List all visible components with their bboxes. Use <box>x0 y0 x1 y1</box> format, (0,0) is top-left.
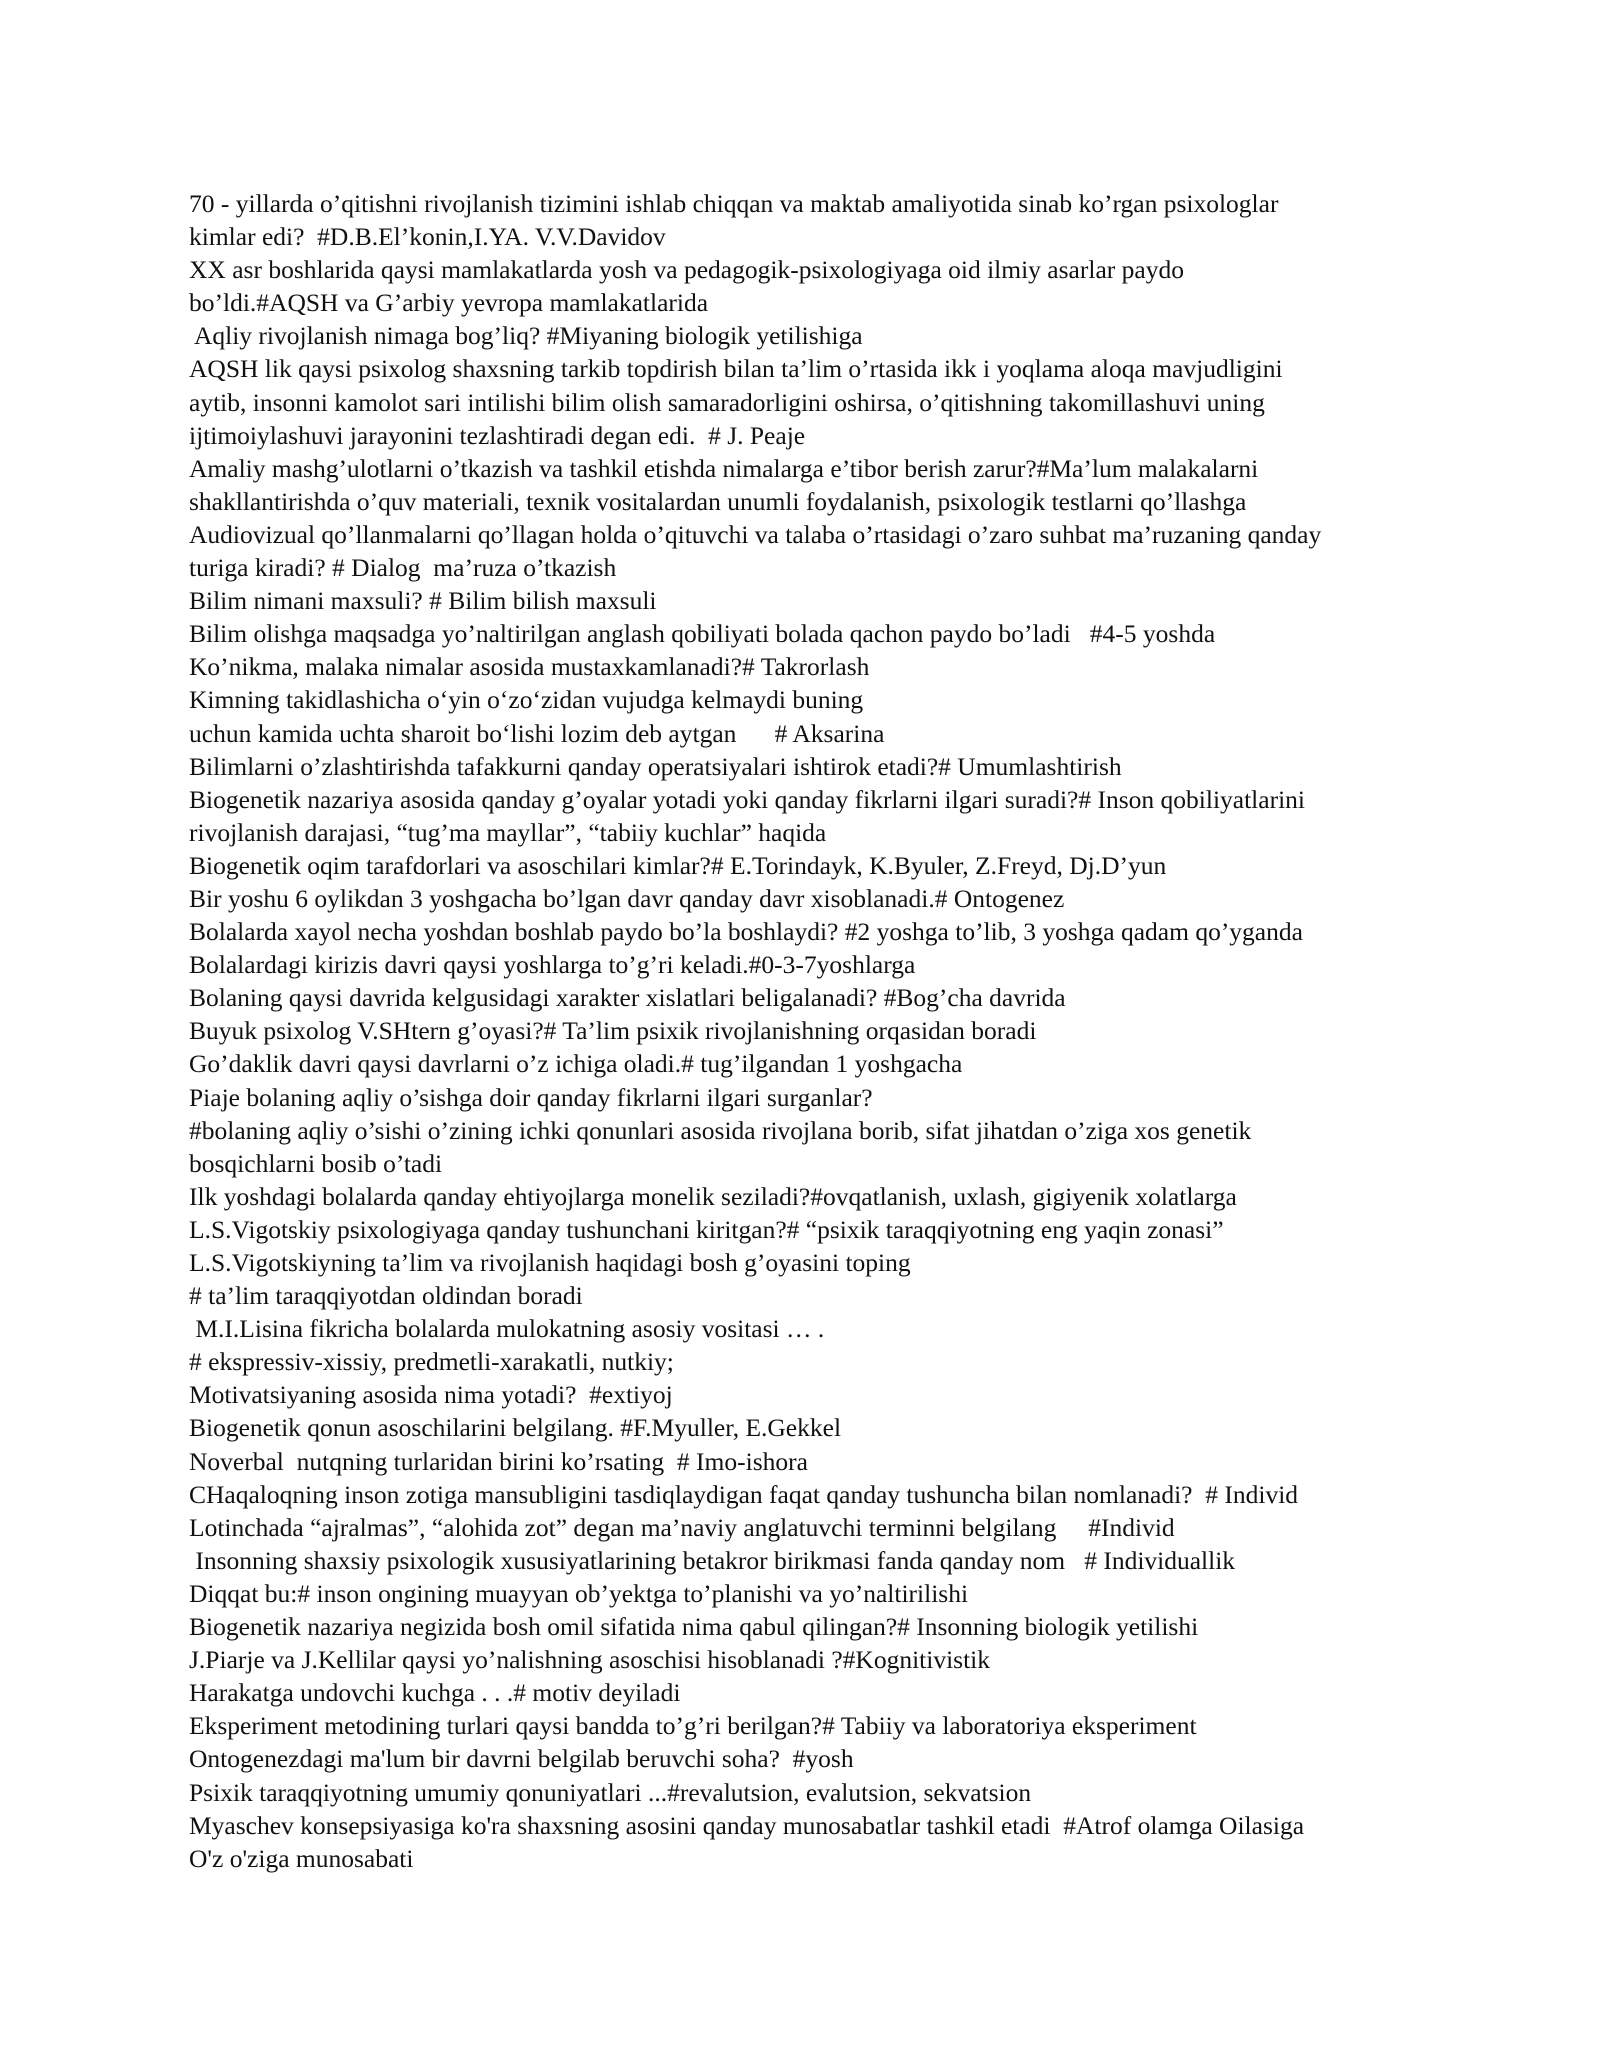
text-line: bo’ldi.#AQSH va G’arbiy yevropa mamlakatlarida <box>189 288 709 318</box>
text-line: Bolaning qaysi davrida kelgusidagi xarakter xislatlari beligalanadi? #Bog’cha davrida <box>189 983 1066 1013</box>
text-line: rivojlanish darajasi, “tug’ma mayllar”, “tabiiy kuchlar” haqida <box>189 817 827 847</box>
text-line: Biogenetik qonun asoschilarini belgilang. #F.Myuller, E.Gekkel <box>189 1413 842 1443</box>
text-line: Kimning takidlashicha o‘yin o‘zo‘zidan vujudga kelmaydi buning <box>189 685 864 715</box>
text-line: Biogenetik nazariya asosida qanday g’oyalar yotadi yoki qanday fikrlarni ilgari suradi?# Inson qobiliyatlarini <box>189 784 1305 814</box>
text-line: Bilim olishga maqsadga yo’naltirilgan anglash qobiliyati bolada qachon paydo bo’ladi #4-5 yoshda <box>189 619 1216 649</box>
text-line: Biogenetik nazariya negizida bosh omil sifatida nima qabul qilingan?# Insonning biologik yetilishi <box>189 1612 1199 1642</box>
text-line: J.Piarje va J.Kellilar qaysi yo’nalishning asoschisi hisoblanadi ?#Kognitivistik <box>189 1645 991 1675</box>
document-text <box>189 187 1479 1875</box>
text-line: ijtimoiylashuvi jarayonini tezlashtiradi degan edi. # J. Peaje <box>189 420 806 450</box>
text-line: Myaschev konsepsiyasiga ko'ra shaxsning asosini qanday munosabatlar tashkil etadi #Atrof olamga Oilasiga <box>189 1810 1305 1840</box>
text-line: 70 - yillarda o’qitishni rivojlanish tizimini ishlab chiqqan va maktab amaliyotida sinab ko’rgan psixologlar <box>189 189 1279 218</box>
text-line: Eksperiment metodining turlari qaysi bandda to’g’ri berilgan?# Tabiiy va laboratoriya eksperiment <box>189 1711 1197 1741</box>
text-line: # ekspressiv-xissiy, predmetli-xarakatli, nutkiy; <box>189 1347 674 1377</box>
text-line: shakllantirishda o’quv materiali, texnik vositalardan unumli foydalanish, psixologik testlarni qo’llashga <box>189 486 1247 516</box>
text-line: Ilk yoshdagi bolalarda qanday ehtiyojlarga monelik seziladi?#ovqatlanish, uxlash, gigiyenik xolatlarga <box>189 1181 1237 1211</box>
text-line: bosqichlarni bosib o’tadi <box>189 1148 443 1178</box>
text-line: Harakatga undovchi kuchga . . .# motiv deyiladi <box>189 1678 681 1708</box>
text-line: Buyuk psixolog V.SHtern g’oyasi?# Ta’lim psixik rivojlanishning orqasidan boradi <box>189 1016 1037 1046</box>
text-line: Ontogenezdagi ma'lum bir davrni belgilab beruvchi soha? #yosh <box>189 1744 854 1774</box>
text-line: turiga kiradi? # Dialog ma’ruza o’tkazish <box>189 553 617 583</box>
text-line: Biogenetik oqim tarafdorlari va asoschilari kimlar?# E.Torindayk, K.Byuler, Z.Freyd, Dj.D’yun <box>189 850 1167 880</box>
text-line: Bolalarda xayol necha yoshdan boshlab paydo bo’la boshlaydi? #2 yoshga to’lib, 3 yoshga qadam qo’yganda <box>189 917 1303 947</box>
text-line: Bir yoshu 6 oylikdan 3 yoshgacha bo’lgan davr qanday davr xisoblanadi.# Ontogenez <box>189 883 1065 913</box>
text-line: Lotinchada “ajralmas”, “alohida zot” degan ma’naviy anglatuvchi terminni belgilang #Individ <box>189 1512 1175 1542</box>
text-line: Go’daklik davri qaysi davrlarni o’z ichiga oladi.# tug’ilgandan 1 yoshgacha <box>189 1049 963 1079</box>
text-line: kimlar edi? #D.B.El’konin,I.YA. V.V.Davidov <box>189 222 666 252</box>
text-line: XX asr boshlarida qaysi mamlakatlarda yosh va pedagogik-psixologiyaga oid ilmiy asarlar paydo <box>189 255 1184 285</box>
text-line: Piaje bolaning aqliy o’sishga doir qanday fikrlarni ilgari surganlar? <box>189 1082 873 1112</box>
text-line: Psixik taraqqiyotning umumiy qonuniyatlari ...#revalutsion, evalutsion, sekvatsion <box>189 1777 1032 1807</box>
text-line: aytib, insonni kamolot sari intilishi bilim olish samaradorligini oshirsa, o’qitishning takomillashuvi uning <box>189 387 1265 417</box>
text-line: uchun kamida uchta sharoit bo‘lishi lozim deb aytgan # Aksarina <box>189 718 885 748</box>
text-line: Diqqat bu:# inson ongining muayyan ob’yektga to’planishi va yo’naltirilishi <box>189 1578 969 1608</box>
text-line: M.I.Lisina fikricha bolalarda mulokatning asosiy vositasi … . <box>189 1314 825 1344</box>
text-line: Audiovizual qo’llanmalarni qo’llagan holda o’qituvchi va talaba o’rtasidagi o’zaro suhbat ma’ruzaning qanday <box>189 519 1322 549</box>
text-line: Amaliy mashg’ulotlarni o’tkazish va tashkil etishda nimalarga e’tibor berish zarur?#Ma’lum malakalarni <box>189 453 1259 483</box>
text-line: CHaqaloqning inson zotiga mansubligini tasdiqlaydigan faqat qanday tushuncha bilan nomlanadi? # Individ <box>189 1479 1299 1509</box>
text-line: L.S.Vigotskiyning ta’lim va rivojlanish haqidagi bosh g’oyasini toping <box>189 1248 911 1277</box>
text-line: Bilim nimani maxsuli? # Bilim bilish maxsuli <box>189 586 657 616</box>
text-line: L.S.Vigotskiy psixologiyaga qanday tushunchani kiritgan?# “psixik taraqqiyotning eng yaqin zonasi” <box>189 1214 1224 1244</box>
text-line: #bolaning aqliy o’sishi o’zining ichki qonunlari asosida rivojlana borib, sifat jihatdan o’ziga xos genetik <box>189 1115 1252 1145</box>
text-line: Insonning shaxsiy psixologik xususiyatlarining betakror birikmasi fanda qanday nom # Individuallik <box>189 1545 1236 1575</box>
text-line: AQSH lik qaysi psixolog shaxsning tarkib topdirish bilan ta’lim o’rtasida ikk i yoqlama aloqa mavjudligini <box>189 354 1283 384</box>
text-line: # ta’lim taraqqiyotdan oldindan boradi <box>189 1281 583 1311</box>
text-line: Bilimlarni o’zlashtirishda tafakkurni qanday operatsiyalari ishtirok etadi?# Umumlashtirish <box>189 751 1122 781</box>
text-line: Aqliy rivojlanish nimaga bog’liq? #Miyaning biologik yetilishiga <box>189 321 863 351</box>
text-line: Motivatsiyaning asosida nima yotadi? #extiyoj <box>189 1380 673 1410</box>
text-line: Ko’nikma, malaka nimalar asosida mustaxkamlanadi?# Takrorlash <box>189 652 870 682</box>
text-line: Noverbal nutqning turlaridan birini ko’rsating # Imo-ishora <box>189 1446 808 1476</box>
text-line: O'z o'ziga munosabati <box>189 1843 414 1873</box>
text-line: Bolalardagi kirizis davri qaysi yoshlarga to’g’ri keladi.#0-3-7yoshlarga <box>189 950 916 980</box>
